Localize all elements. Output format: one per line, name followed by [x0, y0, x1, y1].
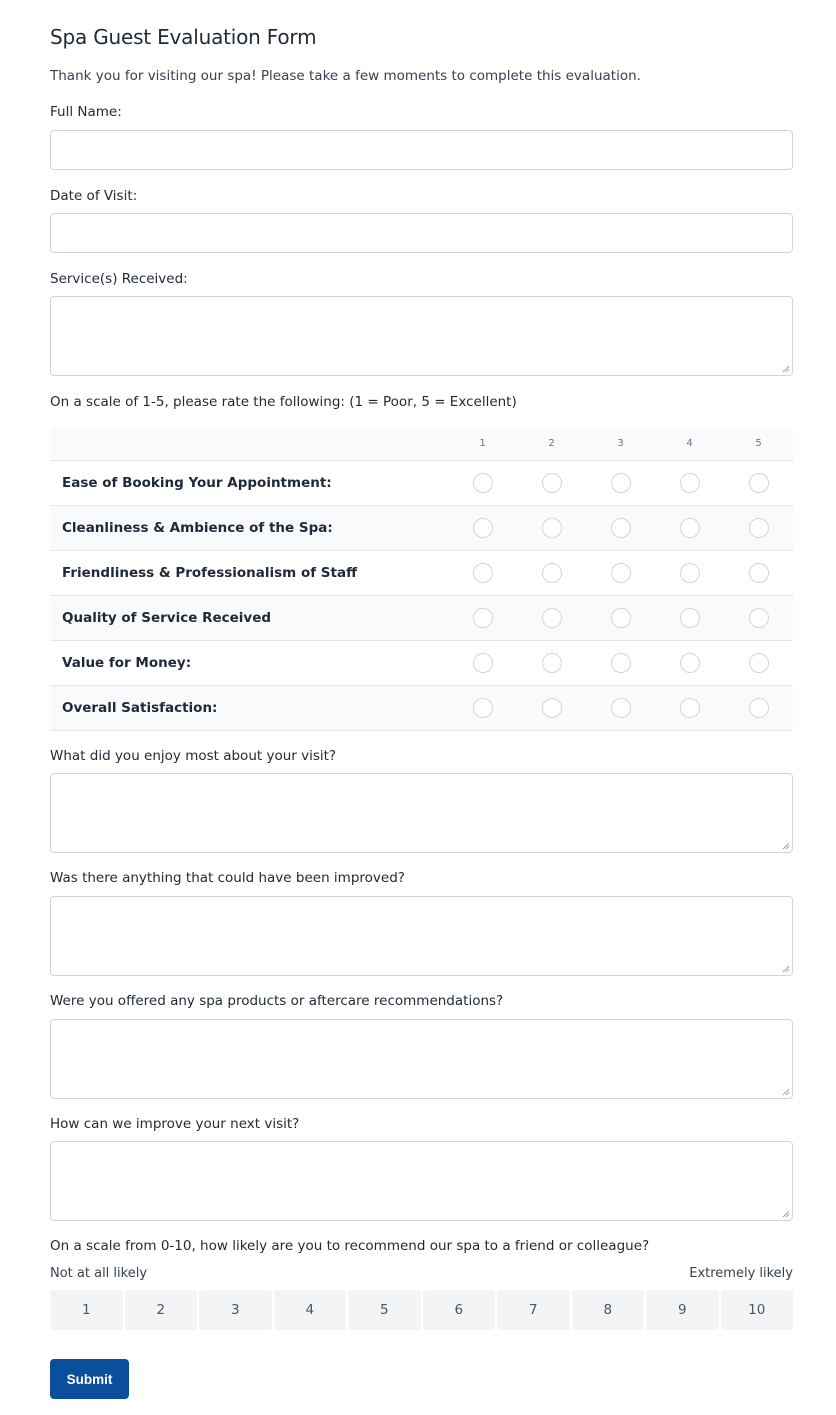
nps-option-7[interactable]: 7 [497, 1290, 570, 1330]
booking-radio-5[interactable] [749, 473, 769, 493]
nps-option-2[interactable]: 2 [125, 1290, 198, 1330]
value-radio-2[interactable] [542, 653, 562, 673]
rating-row-staff [50, 550, 793, 595]
overall-radio-3[interactable] [611, 698, 631, 718]
services-textarea[interactable] [50, 296, 793, 376]
nps-option-3[interactable]: 3 [199, 1290, 272, 1330]
nps-option-4[interactable]: 4 [274, 1290, 347, 1330]
next-visit-label: How can we improve your next visit? [50, 1116, 300, 1132]
products-textarea[interactable] [50, 1019, 793, 1099]
staff-radio-5[interactable] [749, 563, 769, 583]
rating-col-1: 1 [479, 437, 486, 449]
date-of-visit-label: Date of Visit: [50, 188, 138, 204]
nps-option-6[interactable]: 6 [423, 1290, 496, 1330]
nps-option-5[interactable]: 5 [348, 1290, 421, 1330]
value-radio-4[interactable] [680, 653, 700, 673]
value-radio-5[interactable] [749, 653, 769, 673]
value-radio-3[interactable] [611, 653, 631, 673]
rating-header-row [50, 427, 793, 460]
rating-row-overall [50, 685, 793, 730]
staff-radio-1[interactable] [473, 563, 493, 583]
nps-scale [50, 1290, 793, 1330]
nps-option-8[interactable]: 8 [572, 1290, 645, 1330]
value-radio-1[interactable] [473, 653, 493, 673]
booking-radio-3[interactable] [611, 473, 631, 493]
booking-radio-4[interactable] [680, 473, 700, 493]
rating-label-quality: Quality of Service Received [62, 609, 272, 626]
rating-row-value [50, 640, 793, 685]
rating-row-booking [50, 460, 793, 505]
rating-label-overall: Overall Satisfaction: [62, 699, 218, 716]
rating-header-spacer [50, 427, 448, 460]
cleanliness-radio-2[interactable] [542, 518, 562, 538]
next-visit-textarea[interactable] [50, 1141, 793, 1221]
quality-radio-1[interactable] [473, 608, 493, 628]
nps-option-10[interactable]: 10 [721, 1290, 794, 1330]
nps-option-1[interactable]: 1 [50, 1290, 123, 1330]
quality-radio-2[interactable] [542, 608, 562, 628]
resize-handle-icon[interactable] [782, 842, 790, 850]
rating-col-5: 5 [755, 437, 762, 449]
rating-label-value: Value for Money: [62, 654, 192, 671]
enjoy-textarea[interactable] [50, 773, 793, 853]
submit-button[interactable]: Submit [50, 1359, 129, 1399]
full-name-label: Full Name: [50, 104, 122, 120]
nps-option-9[interactable]: 9 [646, 1290, 719, 1330]
services-label: Service(s) Received: [50, 271, 188, 287]
rating-prompt: On a scale of 1-5, please rate the following: (1 = Poor, 5 = Excellent) [50, 394, 517, 410]
cleanliness-radio-1[interactable] [473, 518, 493, 538]
booking-radio-1[interactable] [473, 473, 493, 493]
products-label: Were you offered any spa products or aftercare recommendations? [50, 993, 504, 1009]
improved-textarea[interactable] [50, 896, 793, 976]
overall-radio-1[interactable] [473, 698, 493, 718]
rating-label-booking: Ease of Booking Your Appointment: [62, 474, 332, 491]
nps-low-label: Not at all likely [50, 1266, 148, 1281]
quality-radio-3[interactable] [611, 608, 631, 628]
rating-row-cleanliness [50, 505, 793, 550]
rating-col-4: 4 [686, 437, 693, 449]
rating-label-staff: Friendliness & Professionalism of Staff [62, 564, 358, 581]
improved-label: Was there anything that could have been improved? [50, 870, 405, 886]
resize-handle-icon[interactable] [782, 1210, 790, 1218]
rating-col-2: 2 [548, 437, 555, 449]
full-name-input[interactable] [50, 130, 793, 170]
enjoy-label: What did you enjoy most about your visit? [50, 748, 337, 764]
rating-row-quality [50, 595, 793, 640]
staff-radio-4[interactable] [680, 563, 700, 583]
rating-table [50, 427, 793, 731]
staff-radio-2[interactable] [542, 563, 562, 583]
intro-text: Thank you for visiting our spa! Please take a few moments to complete this evaluation. [50, 68, 641, 84]
resize-handle-icon[interactable] [782, 365, 790, 373]
overall-radio-4[interactable] [680, 698, 700, 718]
overall-radio-5[interactable] [749, 698, 769, 718]
page-title: Spa Guest Evaluation Form [50, 25, 317, 49]
quality-radio-5[interactable] [749, 608, 769, 628]
resize-handle-icon[interactable] [782, 1088, 790, 1096]
quality-radio-4[interactable] [680, 608, 700, 628]
cleanliness-radio-4[interactable] [680, 518, 700, 538]
resize-handle-icon[interactable] [782, 965, 790, 973]
rating-col-3: 3 [617, 437, 624, 449]
nps-prompt: On a scale from 0-10, how likely are you to recommend our spa to a friend or colleague? [50, 1238, 650, 1254]
nps-high-label: Extremely likely [689, 1266, 793, 1281]
cleanliness-radio-3[interactable] [611, 518, 631, 538]
rating-label-cleanliness: Cleanliness & Ambience of the Spa: [62, 519, 333, 536]
staff-radio-3[interactable] [611, 563, 631, 583]
overall-radio-2[interactable] [542, 698, 562, 718]
cleanliness-radio-5[interactable] [749, 518, 769, 538]
date-of-visit-input[interactable] [50, 213, 793, 253]
booking-radio-2[interactable] [542, 473, 562, 493]
